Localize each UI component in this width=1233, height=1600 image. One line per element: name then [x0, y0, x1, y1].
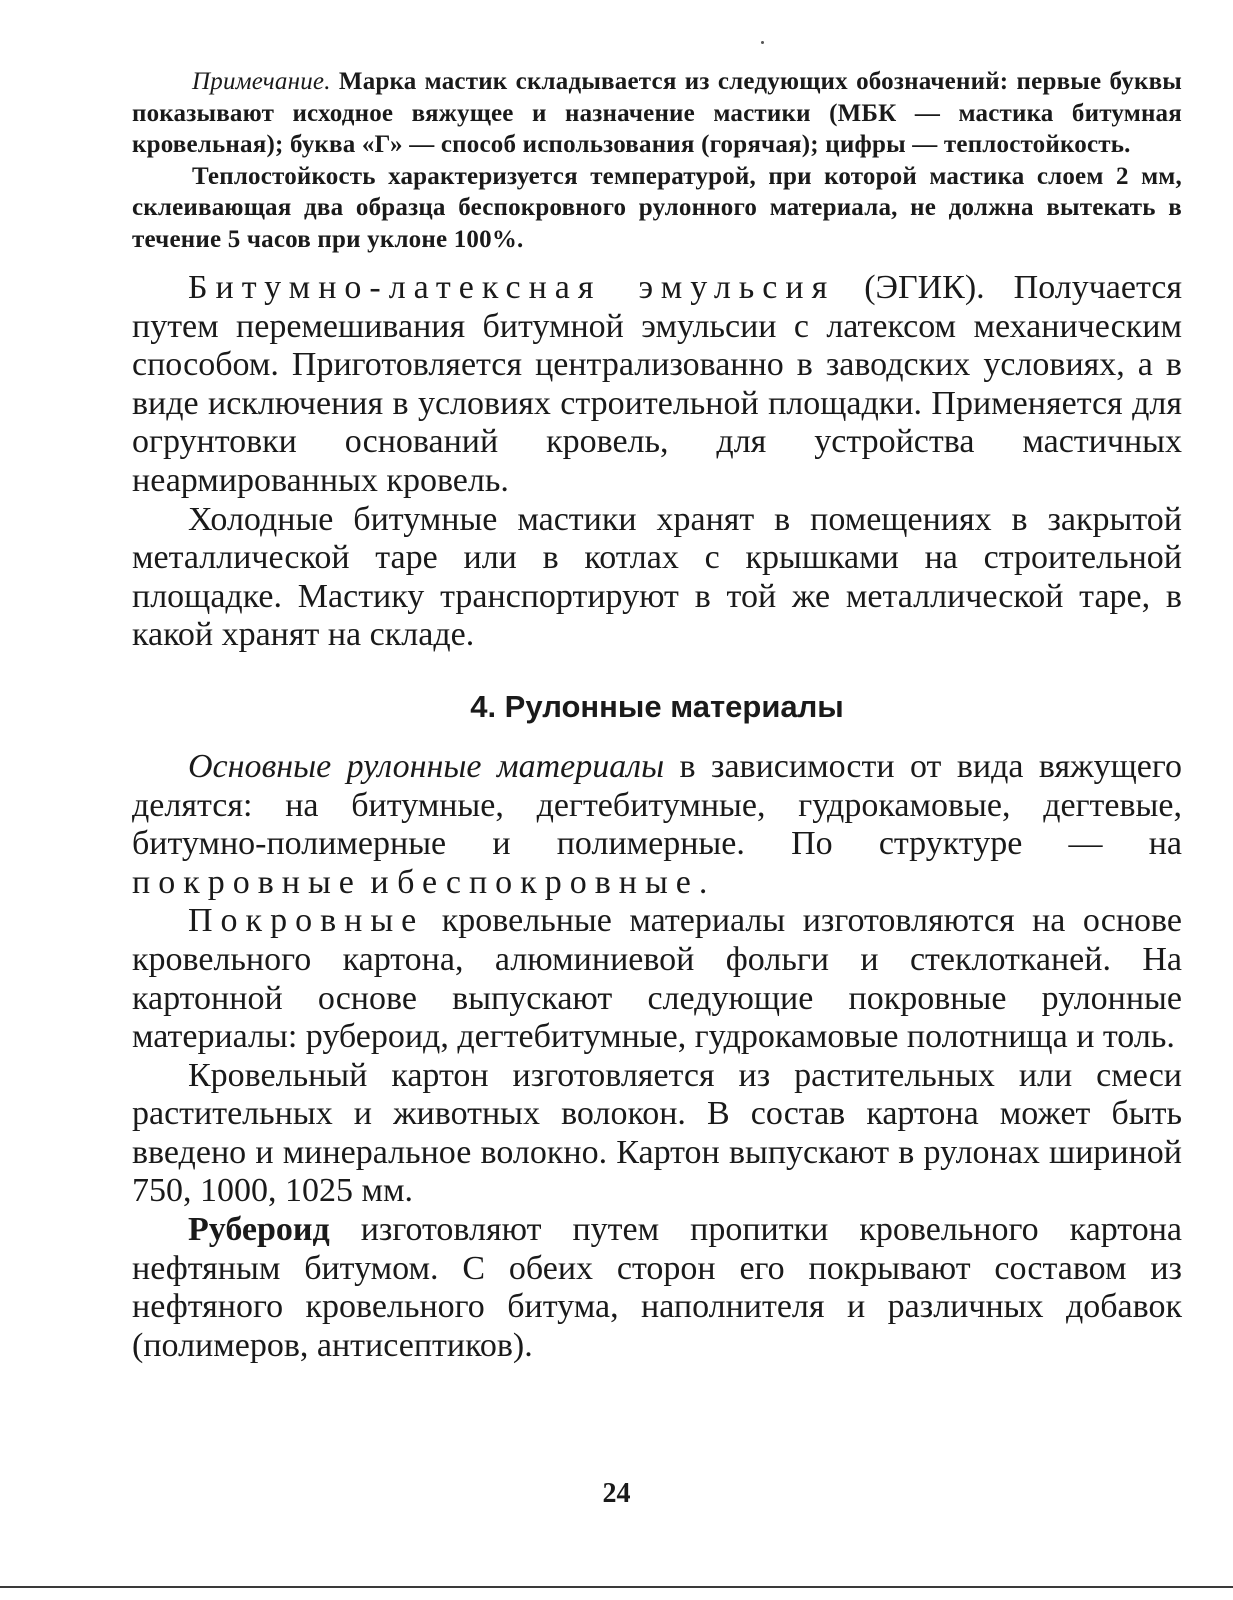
intro-paragraph [132, 748, 1182, 902]
section-emulsion [132, 269, 1182, 655]
intro-term: Основные рулонные материалы [188, 747, 665, 785]
term-bespokrovnye: беспокровные [397, 863, 699, 901]
note-text: Марка мастик складывается из следующих обозначений: первые буквы показывают исходное вяжущее и назначение мастики (МБК — мастика битумная кровельная); буква «Г» — способ использования (горячая); цифры — теплостойкость. [132, 68, 1182, 158]
scan-speck [761, 41, 764, 44]
page-content [132, 66, 1182, 1365]
note-lead: Примечание. [192, 68, 331, 95]
section-heading: 4. Рулонные материалы [470, 688, 844, 724]
section-roll-materials [132, 748, 1182, 1366]
note-heat-resistance: Теплостойкость характеризуется температурой, при которой мастика слоем 2 мм, склеивающая два образца беспокровного рулонного материала, не должна вытекать в течение 5 часов при уклоне 100%. [132, 162, 1182, 253]
intro-end: . [698, 863, 708, 901]
ruberoid-paragraph [132, 1211, 1182, 1365]
bottom-edge-rule [0, 1586, 1233, 1588]
emulsion-text: (ЭГИК). Получается путем перемешивания битумной эмульсии с латексом механическим способом. Приготовляется централизованно в заводских условиях, а в виде исключения в условиях строительной площадки. Применяется для огрунтовки оснований кровель, для устройства мастичных неармированных кровель. [132, 269, 1182, 499]
note-paragraph [132, 66, 1182, 161]
term-pokrovnye: покровные [132, 863, 362, 901]
intro-and: и [361, 863, 398, 901]
emulsion-term: Битумно-латексная эмульсия [188, 269, 836, 306]
intro-text: в зависимости от вида вяжущего делятся: на битумные, дегтебитумные, гудрокамовые, дегтевые, битумно-полимерные и полимерные. По структуре — на [132, 747, 1182, 863]
carton-paragraph: Кровельный картон изготовляется из растительных или смеси растительных и животных волокон. В состав картона может быть введено и минеральное волокно. Картон выпускают в рулонах шириной 750, 1000, 1025 мм. [132, 1056, 1182, 1210]
emulsion-paragraph [132, 269, 1182, 501]
ruberoid-text: изготовляют путем пропитки кровельного картона нефтяным битумом. С обеих сторон его покрывают составом из нефтяного кровельного битума, наполнителя и различных добавок (полимеров, антисептиков). [132, 1211, 1182, 1364]
storage-paragraph: Холодные битумные мастики хранят в помещениях в закрытой металлической таре или в котлах с крышками на строительной площадке. Мастику транспортируют в той же металлической таре, в какой хранят на складе. [132, 500, 1182, 654]
pokrovnye-term: Покровные [188, 902, 425, 940]
pokrovnye-paragraph [132, 902, 1182, 1056]
pokrovnye-text: кровельные материалы изготовляются на основе кровельного картона, алюминиевой фольги и стеклотканей. На картонной основе выпускают следующие покровные рулонные материалы: рубероид, дегтебитумные, гудрокамовые полотнища и толь. [132, 902, 1182, 1056]
ruberoid-term: Рубероид [188, 1211, 330, 1249]
page-number: 24 [602, 1478, 631, 1509]
note-block [132, 66, 1182, 255]
